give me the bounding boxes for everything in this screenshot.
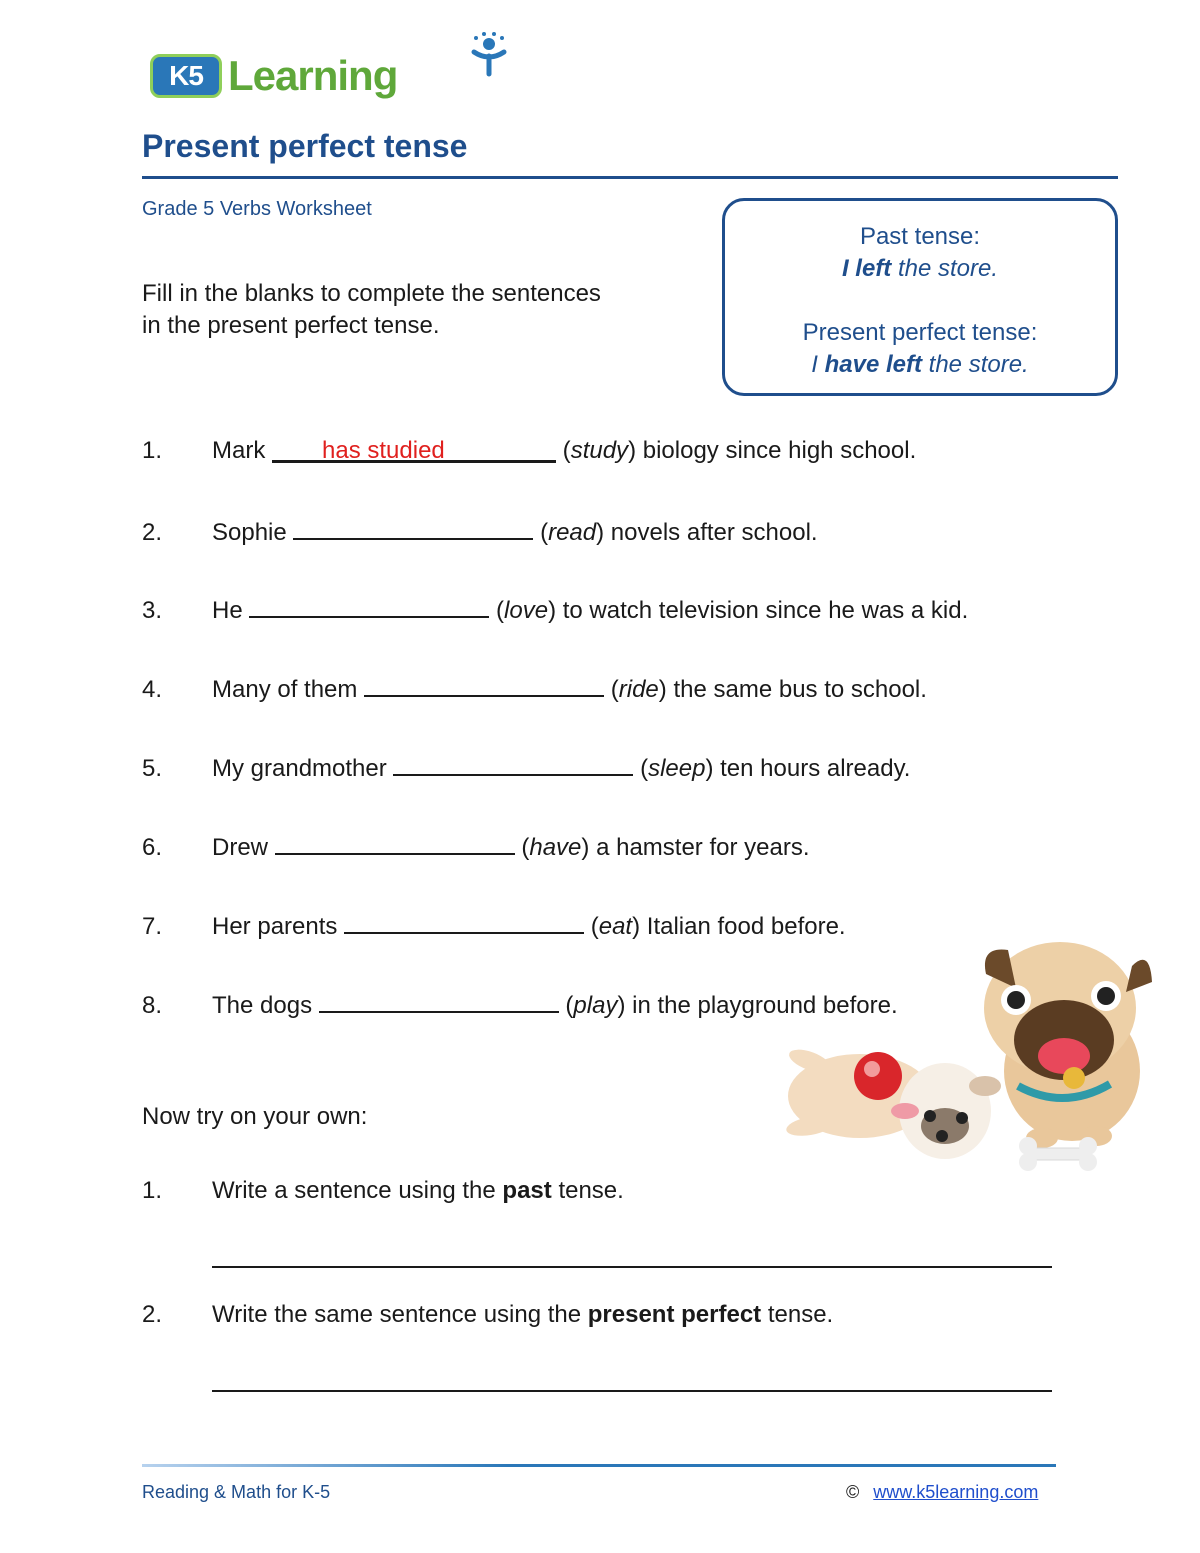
- answer-blank-3[interactable]: [249, 592, 489, 618]
- answer-blank-7[interactable]: [344, 908, 584, 934]
- logo-wordmark: Learning: [228, 52, 398, 99]
- logo-badge: K5: [150, 54, 222, 98]
- own-heading: Now try on your own:: [142, 1103, 368, 1130]
- answer-blank-1[interactable]: has studied: [272, 436, 556, 463]
- footer-divider: [142, 1464, 1056, 1467]
- answer-blank-4[interactable]: [364, 671, 604, 697]
- worksheet-subtitle: Grade 5 Verbs Worksheet: [142, 198, 372, 220]
- present-perfect-example: I have left the store.: [811, 351, 1029, 378]
- question-7: 7. Her parents (eat) Italian food before.: [142, 908, 846, 942]
- question-3: 3. He (love) to watch television since he was a kid.: [142, 592, 968, 626]
- past-tense-label: Past tense:: [859, 223, 981, 250]
- question-1: 1. Mark has studied (study) biology since high school.: [142, 437, 917, 464]
- write-line-1[interactable]: [212, 1266, 1052, 1268]
- question-8: 8. The dogs (play) in the playground before.: [142, 987, 898, 1021]
- logo-figure-icon: [466, 32, 512, 78]
- example-box: [722, 198, 1118, 396]
- own-item-2: 2. Write the same sentence using the present perfect tense.: [142, 1301, 834, 1328]
- page-title: Present perfect tense: [142, 128, 468, 164]
- dogs-illustration: [780, 936, 1160, 1182]
- small-dog-icon: [785, 1045, 1001, 1159]
- footer-copyright: [846, 1482, 1038, 1503]
- question-4: 4. Many of them (ride) the same bus to school.: [142, 671, 927, 705]
- website-link[interactable]: www.k5learning.com: [873, 1482, 1039, 1502]
- copyright-symbol: ©: [846, 1482, 860, 1502]
- answer-blank-8[interactable]: [319, 987, 559, 1013]
- present-perfect-label: Present perfect tense:: [802, 319, 1038, 346]
- answer-blank-6[interactable]: [275, 829, 515, 855]
- question-2: 2. Sophie (read) novels after school.: [142, 514, 818, 548]
- question-6: 6. Drew (have) a hamster for years.: [142, 829, 810, 863]
- write-line-2[interactable]: [212, 1390, 1052, 1392]
- answer-blank-5[interactable]: [393, 750, 633, 776]
- question-5: 5. My grandmother (sleep) ten hours already.: [142, 750, 910, 784]
- footer-tagline: Reading & Math for K-5: [142, 1482, 331, 1502]
- bone-icon: [1019, 1137, 1097, 1171]
- instructions: Fill in the blanks to complete the sentences in the present perfect tense.: [142, 280, 601, 339]
- past-tense-example: I left the store.: [841, 255, 999, 282]
- own-item-1: 1. Write a sentence using the past tense.: [142, 1177, 624, 1204]
- answer-blank-2[interactable]: [293, 514, 533, 540]
- pug-dog-icon: [984, 942, 1152, 1148]
- k5-logo: [150, 46, 397, 106]
- title-divider: [142, 176, 1118, 179]
